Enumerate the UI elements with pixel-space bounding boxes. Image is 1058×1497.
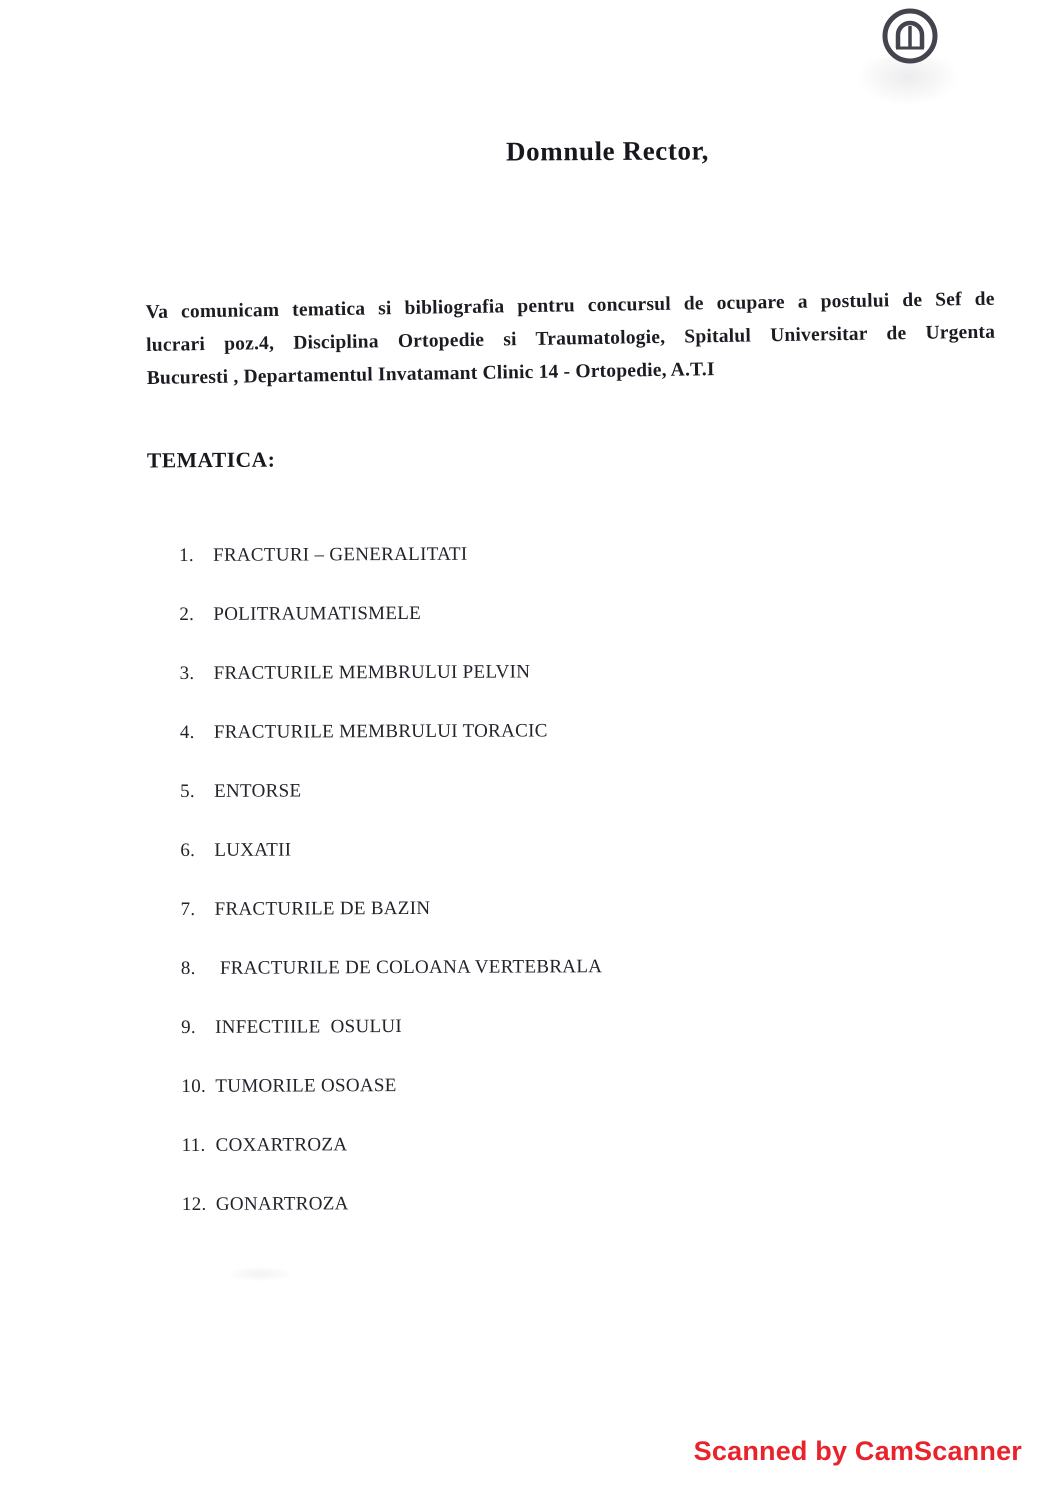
list-item-number: 4. xyxy=(179,721,195,743)
list-item-label: FRACTURILE MEMBRULUI PELVIN xyxy=(213,661,531,684)
list-item-label: TUMORILE OSOASE xyxy=(215,1075,397,1097)
list-item xyxy=(179,542,601,603)
paragraph-line-3: Bucuresti , Departamentul Invatamant Clinic 14 - Ortopedie, A.T.I xyxy=(146,359,715,390)
list-item-number: 6. xyxy=(180,839,196,861)
list-item xyxy=(181,1073,603,1134)
list-item xyxy=(180,778,602,839)
list-item-label: LUXATII xyxy=(214,839,292,861)
intro-paragraph xyxy=(145,283,995,395)
scan-smudge-under-logo xyxy=(856,58,960,106)
list-item-number: 3. xyxy=(179,662,195,684)
list-item-number: 12. xyxy=(181,1193,207,1215)
list-item-label: POLITRAUMATISMELE xyxy=(213,602,422,625)
list-item-label: FRACTURI – GENERALITATI xyxy=(213,543,468,566)
scan-artifact-smudge xyxy=(225,1266,295,1282)
list-item xyxy=(180,719,602,780)
list-item-number: 10. xyxy=(181,1075,207,1097)
list-item-label: FRACTURILE DE COLOANA VERTEBRALA xyxy=(214,956,603,979)
list-item-label: FRACTURILE MEMBRULUI TORACIC xyxy=(213,720,548,743)
list-item-number: 5. xyxy=(180,780,195,802)
list-item-number: 2. xyxy=(179,603,195,625)
paragraph-line-1: Va comunicam tematica si bibliografia pentru concursul de ocupare a postului de Sef de xyxy=(145,288,995,324)
list-item-number: 11. xyxy=(181,1134,206,1156)
list-item-number: 1. xyxy=(179,544,194,566)
list-item-label: ENTORSE xyxy=(214,780,302,802)
list-item xyxy=(179,601,601,662)
list-item-number: 7. xyxy=(180,898,196,920)
camscanner-watermark: Scanned by CamScanner xyxy=(693,1436,1022,1466)
list-item xyxy=(182,1132,604,1193)
list-item xyxy=(181,896,603,957)
list-item-label: COXARTROZA xyxy=(215,1134,348,1156)
list-item xyxy=(180,837,602,898)
list-item-label: GONARTROZA xyxy=(215,1193,349,1215)
list-item xyxy=(180,660,602,721)
letter-salutation-title: Domnule Rector, xyxy=(505,135,710,167)
topics-list xyxy=(179,542,603,1252)
list-item xyxy=(182,1191,604,1252)
list-item-label: FRACTURILE DE BAZIN xyxy=(214,897,431,920)
list-item-label: INFECTIILE OSULUI xyxy=(215,1016,403,1038)
section-heading-tematica: TEMATICA: xyxy=(146,447,276,473)
list-item xyxy=(181,955,603,1016)
list-item-number: 8. xyxy=(180,957,196,979)
paragraph-line-2: lucrari poz.4, Disciplina Ortopedie si Traumatologie, Spitalul Universitar de Urgenta xyxy=(146,321,996,357)
list-item-number: 9. xyxy=(181,1016,197,1038)
list-item xyxy=(181,1014,603,1075)
